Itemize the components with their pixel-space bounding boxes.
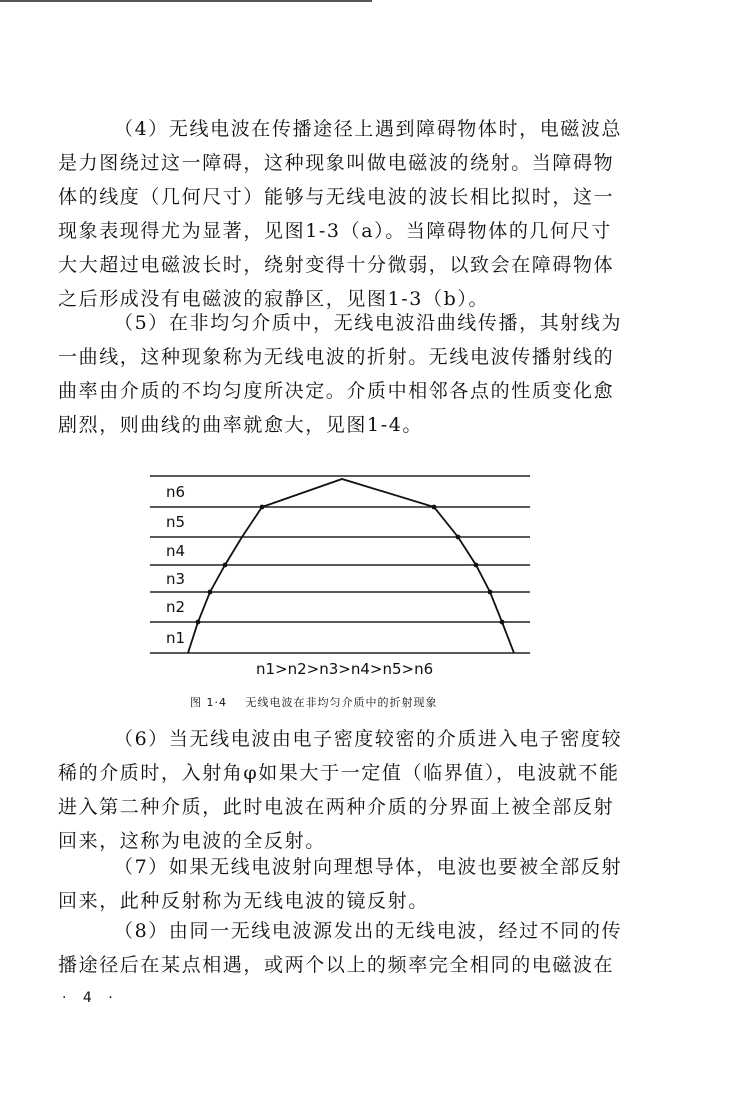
text-line: 曲率由介质的不均匀度所决定。介质中相邻各点的性质变化愈 [58, 380, 615, 402]
text-line: 播途径后在某点相遇，或两个以上的频率完全相同的电磁波在 [58, 954, 615, 976]
figure-caption-text: 无线电波在非均匀介质中的折射现象 [245, 696, 438, 709]
text-line: 稀的介质时，入射角φ如果大于一定值（临界值），电波就不能 [58, 762, 620, 784]
refraction-figure [150, 466, 540, 680]
ray-path [188, 479, 514, 653]
figure-caption [190, 694, 438, 710]
text-line: （8）由同一无线电波源发出的无线电波，经过不同的传 [114, 920, 623, 942]
refraction-diagram [150, 466, 540, 680]
text-line: 剧烈，则曲线的曲率就愈大，见图1-4。 [58, 414, 423, 436]
ray-point [474, 563, 479, 568]
text-line: 大大超过电磁波长时，绕射变得十分微弱，以致会在障碍物体 [58, 254, 615, 276]
layer-label-n1: n1 [166, 629, 186, 647]
text-line: （4）无线电波在传播途径上遇到障碍物体时，电磁波总 [114, 118, 623, 140]
text-line: 之后形成没有电磁波的寂静区，见图1-3（b）。 [58, 288, 490, 310]
text-line: 回来，这称为电波的全反射。 [58, 830, 326, 852]
paragraph-6 [58, 722, 624, 858]
layer-label-n5: n5 [166, 513, 186, 531]
text-line: （7）如果无线电波射向理想导体，电波也要被全部反射 [114, 856, 623, 878]
ray-point [432, 505, 437, 510]
text-line: 体的线度（几何尺寸）能够与无线电波的波长相比拟时，这一 [58, 186, 615, 208]
refraction-relation: n1>n2>n3>n4>n5>n6 [256, 660, 434, 678]
text-line: （5）在非均匀介质中，无线电波沿曲线传播，其射线为 [114, 312, 623, 334]
ray-point [500, 620, 505, 625]
ray-point [260, 505, 265, 510]
text-line: 回来，此种反射称为无线电波的镜反射。 [58, 890, 429, 912]
text-line: 现象表现得尤为显著，见图1-3（a）。当障碍物体的几何尺寸 [58, 220, 612, 242]
ray-point [223, 563, 228, 568]
figure-number: 图 1·4 [190, 696, 227, 709]
layer-boundaries [150, 476, 530, 653]
top-rule [0, 0, 372, 2]
layer-label-n3: n3 [166, 570, 186, 588]
text-line: 一曲线，这种现象称为无线电波的折射。无线电波传播射线的 [58, 346, 615, 368]
layer-label-n2: n2 [166, 598, 186, 616]
ray-point [488, 590, 493, 595]
text-line: 是力图绕过这一障碍，这种现象叫做电磁波的绕射。当障碍物 [58, 152, 615, 174]
paragraph-7 [58, 850, 624, 918]
ray-point [208, 590, 213, 595]
paragraph-5 [58, 306, 624, 442]
layer-label-n6: n6 [166, 483, 186, 501]
page-number: · 4 · [62, 990, 119, 1006]
ray-point [196, 620, 201, 625]
text-line: （6）当无线电波由电子密度较密的介质进入电子密度较 [114, 728, 623, 750]
text-line: 进入第二种介质，此时电波在两种介质的分界面上被全部反射 [58, 796, 615, 818]
ray-point [456, 535, 461, 540]
paragraph-4 [58, 112, 624, 316]
paragraph-8 [58, 914, 624, 982]
layer-label-n4: n4 [166, 542, 186, 560]
